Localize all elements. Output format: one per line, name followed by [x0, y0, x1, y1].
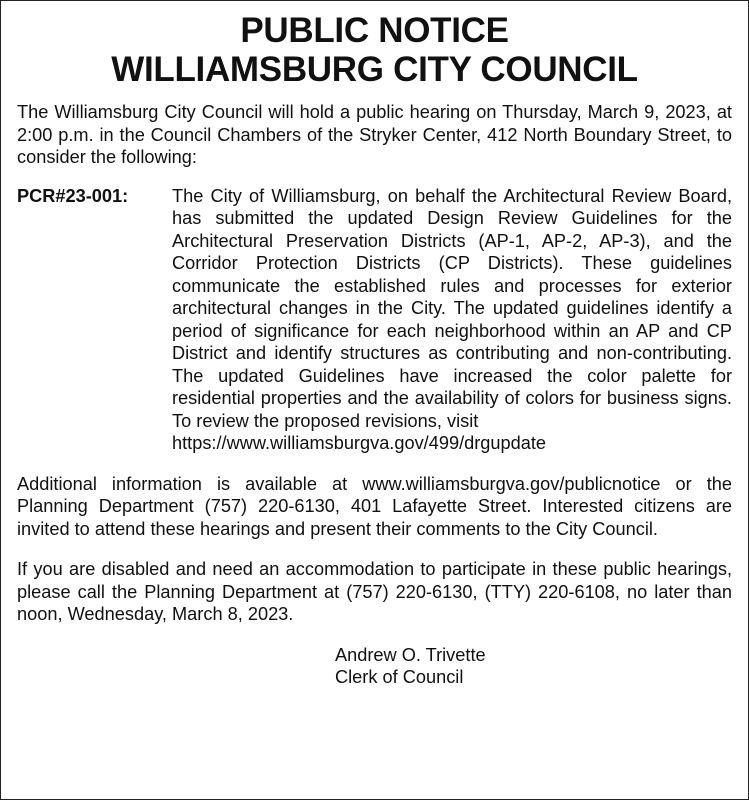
- item-description: The City of Williamsburg, on behalf the Architectural Review Board, has submitted the updated Design Review Guidelines for the Architectural Preservation Districts (AP-1, AP-2, AP-3), and the Corridor Protection Districts (CP Districts). These guidelines communicate the established rules and processes for exterior architectural changes in the City. The updated guidelines identify a period of significance for each neighborhood within an AP and CP District and identify structures as contributing and non-contributing. The updated Guidelines have increased the color palette for residential properties and the availability of colors for business signs. To review the proposed revisions, visit: [172, 185, 732, 431]
- signature-block: [335, 644, 732, 689]
- notice-title: PUBLIC NOTICE: [240, 11, 509, 50]
- agenda-item: [17, 185, 732, 455]
- signature-title: Clerk of Council: [335, 667, 464, 687]
- council-name: WILLIAMSBURG CITY COUNCIL: [111, 50, 638, 89]
- additional-info-paragraph: Additional information is available at www.williamsburgva.gov/publicnotice or the Planning Department (757) 220-6130, 401 Lafayette Street. Interested citizens are invited to attend these hearings and present their comments to the City Council.: [17, 473, 732, 539]
- accommodation-paragraph: If you are disabled and need an accommodation to participate in these public hearings, please call the Planning Department at (757) 220-6130, (TTY) 220-6108, no later than noon, Wednesday, March 8, 2023.: [17, 559, 732, 624]
- item-url: https://www.williamsburgva.gov/499/drgupdate: [172, 433, 547, 453]
- intro-paragraph: The Williamsburg City Council will hold a public hearing on Thursday, March 9, 2023, at 2:00 p.m. in the Council Chambers of the Stryker Center, 412 North Boundary Street, to consider the following:: [17, 102, 732, 167]
- item-code: PCR#23-001:: [17, 185, 129, 206]
- signature-name: Andrew O. Trivette: [335, 644, 486, 665]
- notice-header: [17, 11, 732, 89]
- item-description-block: [172, 185, 732, 455]
